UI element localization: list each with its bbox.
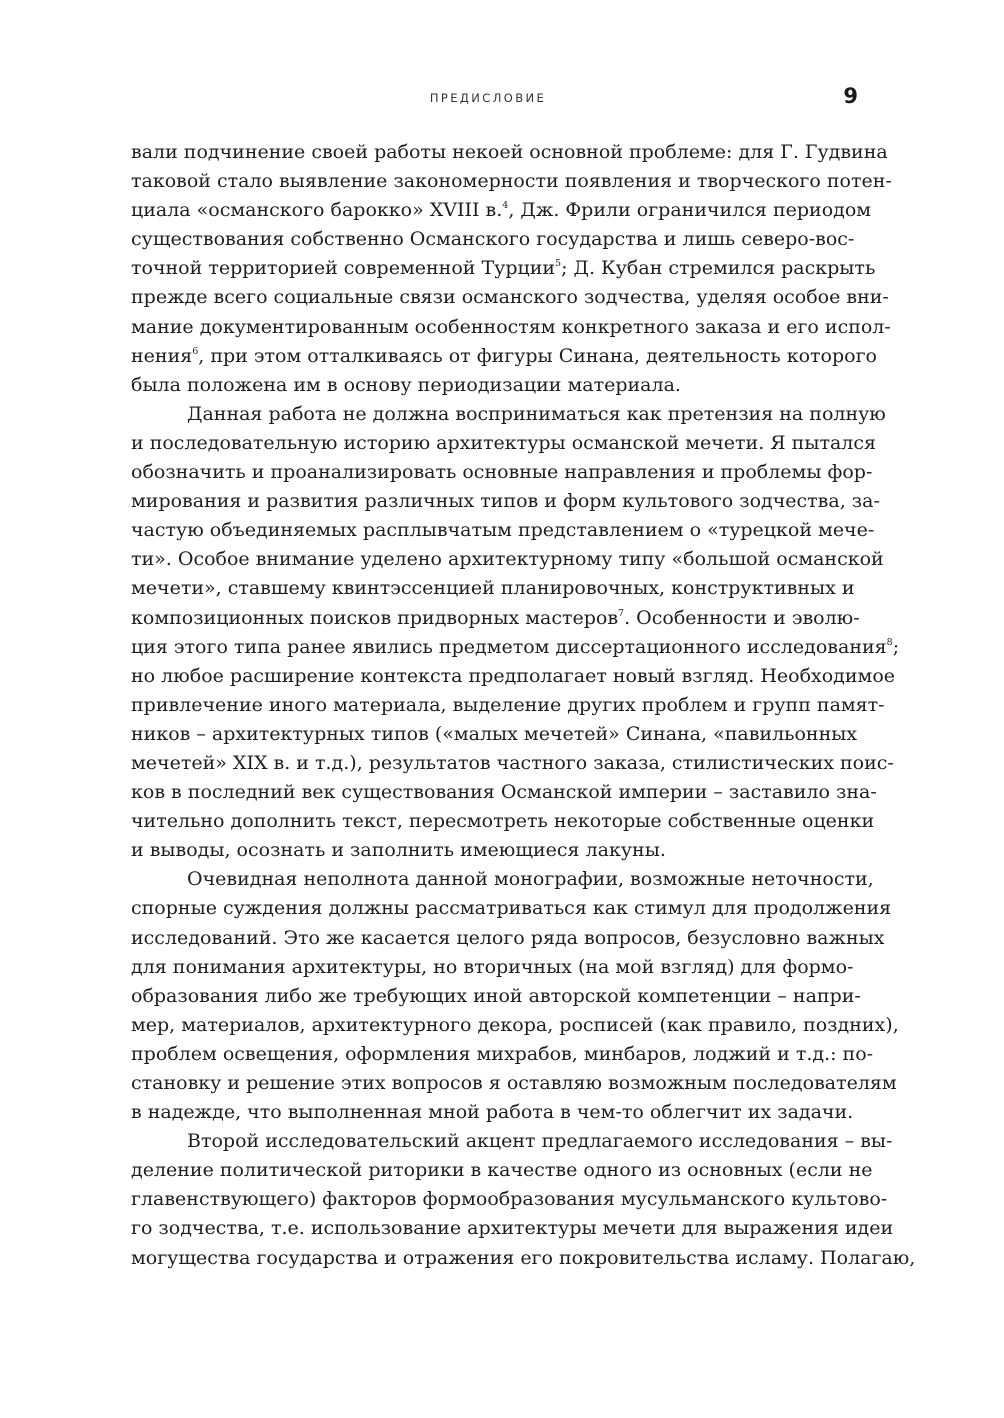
text-line: но любое расширение контекста предполагает новый взгляд. Необходимое xyxy=(131,664,896,687)
text-line: мечетей» XIX в. и т.д.), результатов частного заказа, стилистических поис- xyxy=(131,751,894,774)
text-line: могущества государства и отражения его покровительства исламу. Полагаю, xyxy=(131,1246,916,1269)
line-fragment: композиционных поисков придворных мастеров xyxy=(131,606,619,629)
text-line: проблем освещения, оформления михрабов, минбаров, лоджий и т.д.: по- xyxy=(131,1042,874,1065)
line-fragment: ция этого типа ранее явились предметом диссертационного исследования xyxy=(131,635,887,658)
text-line: главенствующего) факторов формообразования мусульманского культово- xyxy=(131,1188,888,1211)
paragraph-2 xyxy=(131,400,900,866)
text-line: вали подчинение своей работы некоей основной проблеме: для Г. Гудвина xyxy=(131,141,888,163)
paragraph-3 xyxy=(131,865,899,1127)
text-line: Второй исследовательский акцент предлагаемого исследования – вы- xyxy=(187,1130,893,1153)
text-line: становку и решение этих вопросов я оставляю возможным последователям xyxy=(131,1072,897,1094)
paragraph-1 xyxy=(131,138,892,400)
line-fragment: , при этом отталкиваясь от фигуры Синана, деятельность которого xyxy=(198,344,877,367)
text-line: мечети», ставшему квинтэссенцией планировочных, конструктивных и xyxy=(131,577,855,600)
text-line: и последовательную историю архитектуры османской мечети. Я пытался xyxy=(131,431,876,454)
text-line: была положена им в основу периодизации материала. xyxy=(131,373,681,396)
text-line: ников – архитектурных типов («малых мечетей» Синана, «павильонных xyxy=(131,722,858,745)
text-line: прежде всего социальные связи османского зодчества, уделяя особое вни- xyxy=(131,286,889,309)
text-line: мирования и развития различных типов и форм культового зодчества, за- xyxy=(131,490,880,513)
text-line: ков в последний век существования Османской империи – заставило зна- xyxy=(131,781,877,804)
line-fragment: нения xyxy=(131,344,193,367)
page-number: 9 xyxy=(843,84,858,108)
text-line: го зодчества, т.е. использование архитектуры мечети для выражения идеи xyxy=(131,1217,894,1240)
text-line: в надежде, что выполненная мной работа в чем-то облегчит их задачи. xyxy=(131,1101,854,1124)
paragraph-4 xyxy=(131,1127,916,1272)
text-line: привлечение иного материала, выделение других проблем и групп памят- xyxy=(131,693,885,716)
footnote-ref-5: 5 xyxy=(555,258,562,270)
line-fragment: , Дж. Фрили ограничился периодом xyxy=(508,199,872,222)
footnote-ref-8: 8 xyxy=(886,636,893,648)
text-line: исследований. Это же касается целого ряда вопросов, безусловно важных xyxy=(131,926,885,949)
text-line xyxy=(131,196,872,225)
text-line: мер, материалов, архитектурного декора, росписей (как правило, поздних), xyxy=(131,1013,899,1036)
text-line: обозначить и проанализировать основные направления и проблемы фор- xyxy=(131,461,873,484)
text-line: для понимания архитектуры, но вторичных (на мой взгляд) для формо- xyxy=(131,955,854,978)
text-line: таковой стало выявление закономерности появления и творческого потен- xyxy=(131,170,892,193)
text-line: Очевидная неполнота данной монографии, возможные неточности, xyxy=(187,868,874,891)
text-line: образования либо же требующих иной авторской компетенции – напри- xyxy=(131,984,861,1007)
text-line: чительно дополнить текст, пересмотреть некоторые собственные оценки xyxy=(131,810,875,833)
text-line: и выводы, осознать и заполнить имеющиеся лакуны. xyxy=(131,839,666,862)
line-fragment: циала «османского барокко» XVIII в. xyxy=(131,199,503,222)
text-line xyxy=(131,254,876,283)
text-line: существования собственно Османского государства и лишь северо-вос- xyxy=(131,228,855,251)
text-line: частую объединяемых расплывчатым представлением о «турецкой мече- xyxy=(131,519,875,542)
text-line: деление политической риторики в качестве одного из основных (если не xyxy=(131,1159,873,1182)
line-fragment: точной территорией современной Турции xyxy=(131,257,556,280)
text-line xyxy=(131,342,877,371)
line-fragment: . Особенности и эволю- xyxy=(624,606,860,629)
footnote-ref-4: 4 xyxy=(502,200,509,212)
running-head: ПРЕДИСЛОВИЕ xyxy=(429,91,547,105)
line-fragment: ; xyxy=(892,635,900,658)
line-fragment: ; Д. Кубан стремился раскрыть xyxy=(561,257,876,280)
text-line xyxy=(131,633,900,662)
text-line: мание документированным особенностям конкретного заказа и его испол- xyxy=(131,315,891,338)
text-line: Данная работа не должна восприниматься как претензия на полную xyxy=(187,402,886,425)
text-line: спорные суждения должны рассматриваться как стимул для продолжения xyxy=(131,897,892,920)
footnote-ref-6: 6 xyxy=(192,345,199,357)
body-text xyxy=(131,138,916,1273)
footnote-ref-7: 7 xyxy=(618,607,625,619)
text-line: ти». Особое внимание уделено архитектурному типу «большой османской xyxy=(131,548,884,571)
text-line xyxy=(131,604,860,633)
